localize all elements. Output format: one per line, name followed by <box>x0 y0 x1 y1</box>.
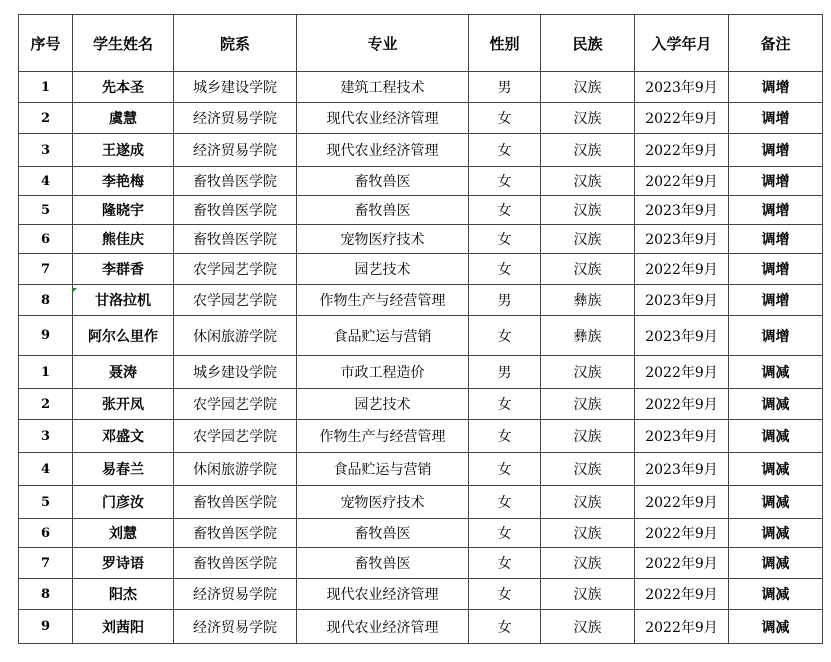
header-cell-ethnicity: 民族 <box>541 15 635 72</box>
row-no-cell: 1 <box>19 356 73 389</box>
note-cell: 调减 <box>729 519 823 548</box>
student-name-cell: 阳杰 <box>73 579 174 610</box>
department-cell: 畜牧兽医学院 <box>174 167 297 196</box>
ethnicity-cell: 汉族 <box>541 453 635 486</box>
gender-cell: 女 <box>469 134 541 167</box>
department-cell: 经济贸易学院 <box>174 610 297 644</box>
student-name-cell: 阿尔么里作 <box>73 316 174 356</box>
major-cell: 畜牧兽医 <box>297 167 469 196</box>
major-cell: 作物生产与经营管理 <box>297 420 469 453</box>
table-row <box>19 285 823 316</box>
header-row <box>19 15 823 72</box>
row-no-cell: 4 <box>19 167 73 196</box>
student-name-cell: 王遂成 <box>73 134 174 167</box>
major-cell: 宠物医疗技术 <box>297 486 469 519</box>
table-row <box>19 453 823 486</box>
table-row <box>19 196 823 225</box>
note-cell: 调增 <box>729 72 823 103</box>
enroll-date-cell: 2022年9月 <box>635 103 729 134</box>
note-cell: 调增 <box>729 167 823 196</box>
note-cell: 调增 <box>729 316 823 356</box>
major-cell: 食品贮运与营销 <box>297 316 469 356</box>
note-cell: 调增 <box>729 103 823 134</box>
major-cell: 畜牧兽医 <box>297 519 469 548</box>
department-cell: 农学园艺学院 <box>174 285 297 316</box>
row-no-cell: 4 <box>19 453 73 486</box>
student-name-cell: 虞慧 <box>73 103 174 134</box>
department-cell: 畜牧兽医学院 <box>174 225 297 254</box>
gender-cell: 女 <box>469 103 541 134</box>
table-row <box>19 420 823 453</box>
gender-cell: 女 <box>469 579 541 610</box>
student-name-cell: 聂涛 <box>73 356 174 389</box>
note-cell: 调增 <box>729 285 823 316</box>
major-cell: 畜牧兽医 <box>297 196 469 225</box>
enroll-date-cell: 2022年9月 <box>635 389 729 420</box>
row-no-cell: 5 <box>19 196 73 225</box>
table-row <box>19 486 823 519</box>
ethnicity-cell: 汉族 <box>541 167 635 196</box>
note-cell: 调减 <box>729 389 823 420</box>
enroll-date-cell: 2023年9月 <box>635 225 729 254</box>
major-cell: 园艺技术 <box>297 389 469 420</box>
student-name-cell: 李艳梅 <box>73 167 174 196</box>
enroll-date-cell: 2022年9月 <box>635 486 729 519</box>
gender-cell: 女 <box>469 196 541 225</box>
gender-cell: 男 <box>469 285 541 316</box>
enroll-date-cell: 2022年9月 <box>635 579 729 610</box>
ethnicity-cell: 彝族 <box>541 316 635 356</box>
ethnicity-cell: 汉族 <box>541 356 635 389</box>
enroll-date-cell: 2022年9月 <box>635 254 729 285</box>
ethnicity-cell: 汉族 <box>541 519 635 548</box>
note-cell: 调增 <box>729 196 823 225</box>
note-cell: 调减 <box>729 453 823 486</box>
student-name-cell: 罗诗语 <box>73 548 174 579</box>
department-cell: 农学园艺学院 <box>174 420 297 453</box>
ethnicity-cell: 汉族 <box>541 196 635 225</box>
table-row <box>19 167 823 196</box>
note-cell: 调增 <box>729 225 823 254</box>
gender-cell: 女 <box>469 486 541 519</box>
enroll-date-cell: 2022年9月 <box>635 134 729 167</box>
gender-cell: 男 <box>469 356 541 389</box>
department-cell: 休闲旅游学院 <box>174 316 297 356</box>
cell-comment-marker <box>72 288 77 293</box>
header-cell-gender: 性别 <box>469 15 541 72</box>
row-no-cell: 9 <box>19 610 73 644</box>
department-cell: 畜牧兽医学院 <box>174 548 297 579</box>
ethnicity-cell: 汉族 <box>541 134 635 167</box>
gender-cell: 女 <box>469 453 541 486</box>
header-cell-no: 序号 <box>19 15 73 72</box>
ethnicity-cell: 汉族 <box>541 254 635 285</box>
gender-cell: 女 <box>469 225 541 254</box>
note-cell: 调减 <box>729 579 823 610</box>
row-no-cell: 7 <box>19 548 73 579</box>
header-cell-note: 备注 <box>729 15 823 72</box>
student-name-cell: 张开凤 <box>73 389 174 420</box>
major-cell: 现代农业经济管理 <box>297 134 469 167</box>
row-no-cell: 8 <box>19 579 73 610</box>
major-cell: 现代农业经济管理 <box>297 103 469 134</box>
enroll-date-cell: 2022年9月 <box>635 167 729 196</box>
student-name-cell: 邓盛文 <box>73 420 174 453</box>
enroll-date-cell: 2022年9月 <box>635 548 729 579</box>
ethnicity-cell: 汉族 <box>541 548 635 579</box>
major-cell: 食品贮运与营销 <box>297 453 469 486</box>
department-cell: 休闲旅游学院 <box>174 453 297 486</box>
major-cell: 现代农业经济管理 <box>297 610 469 644</box>
table-row <box>19 389 823 420</box>
row-no-cell: 9 <box>19 316 73 356</box>
note-cell: 调增 <box>729 254 823 285</box>
department-cell: 农学园艺学院 <box>174 389 297 420</box>
ethnicity-cell: 汉族 <box>541 579 635 610</box>
row-no-cell: 3 <box>19 134 73 167</box>
enroll-date-cell: 2022年9月 <box>635 356 729 389</box>
table-row <box>19 356 823 389</box>
note-cell: 调减 <box>729 420 823 453</box>
table-row <box>19 254 823 285</box>
enroll-date-cell: 2023年9月 <box>635 453 729 486</box>
table-row <box>19 225 823 254</box>
enroll-date-cell: 2023年9月 <box>635 285 729 316</box>
note-cell: 调增 <box>729 134 823 167</box>
row-no-cell: 1 <box>19 72 73 103</box>
ethnicity-cell: 汉族 <box>541 103 635 134</box>
ethnicity-cell: 彝族 <box>541 285 635 316</box>
gender-cell: 女 <box>469 389 541 420</box>
enroll-date-cell: 2023年9月 <box>635 316 729 356</box>
gender-cell: 男 <box>469 72 541 103</box>
gender-cell: 女 <box>469 519 541 548</box>
row-no-cell: 6 <box>19 225 73 254</box>
major-cell: 宠物医疗技术 <box>297 225 469 254</box>
table-row <box>19 134 823 167</box>
department-cell: 城乡建设学院 <box>174 356 297 389</box>
department-cell: 经济贸易学院 <box>174 103 297 134</box>
table-row <box>19 103 823 134</box>
table-row <box>19 548 823 579</box>
ethnicity-cell: 汉族 <box>541 389 635 420</box>
student-name-cell: 刘慧 <box>73 519 174 548</box>
ethnicity-cell: 汉族 <box>541 610 635 644</box>
note-cell: 调减 <box>729 548 823 579</box>
table-row <box>19 316 823 356</box>
major-cell: 现代农业经济管理 <box>297 579 469 610</box>
row-no-cell: 2 <box>19 389 73 420</box>
enroll-date-cell: 2023年9月 <box>635 72 729 103</box>
student-name-cell: 刘茜阳 <box>73 610 174 644</box>
header-cell-name: 学生姓名 <box>73 15 174 72</box>
student-name-cell: 甘洛拉机 <box>73 285 174 316</box>
department-cell: 畜牧兽医学院 <box>174 486 297 519</box>
student-name-cell: 熊佳庆 <box>73 225 174 254</box>
table-row <box>19 610 823 644</box>
note-cell: 调减 <box>729 486 823 519</box>
enroll-date-cell: 2023年9月 <box>635 420 729 453</box>
row-no-cell: 3 <box>19 420 73 453</box>
department-cell: 经济贸易学院 <box>174 579 297 610</box>
ethnicity-cell: 汉族 <box>541 72 635 103</box>
enroll-date-cell: 2023年9月 <box>635 196 729 225</box>
major-cell: 作物生产与经营管理 <box>297 285 469 316</box>
student-name-cell: 李群香 <box>73 254 174 285</box>
enroll-date-cell: 2022年9月 <box>635 519 729 548</box>
major-cell: 园艺技术 <box>297 254 469 285</box>
major-cell: 市政工程造价 <box>297 356 469 389</box>
note-cell: 调减 <box>729 356 823 389</box>
student-table <box>18 14 823 644</box>
department-cell: 畜牧兽医学院 <box>174 196 297 225</box>
department-cell: 经济贸易学院 <box>174 134 297 167</box>
ethnicity-cell: 汉族 <box>541 420 635 453</box>
ethnicity-cell: 汉族 <box>541 486 635 519</box>
row-no-cell: 6 <box>19 519 73 548</box>
ethnicity-cell: 汉族 <box>541 225 635 254</box>
row-no-cell: 5 <box>19 486 73 519</box>
header-cell-enroll: 入学年月 <box>635 15 729 72</box>
gender-cell: 女 <box>469 167 541 196</box>
row-no-cell: 7 <box>19 254 73 285</box>
gender-cell: 女 <box>469 548 541 579</box>
table-row <box>19 579 823 610</box>
department-cell: 城乡建设学院 <box>174 72 297 103</box>
student-name-cell: 先本圣 <box>73 72 174 103</box>
gender-cell: 女 <box>469 316 541 356</box>
gender-cell: 女 <box>469 420 541 453</box>
note-cell: 调减 <box>729 610 823 644</box>
student-name-cell: 门彦汝 <box>73 486 174 519</box>
table-row <box>19 519 823 548</box>
table-row <box>19 72 823 103</box>
student-name-cell: 隆晓宇 <box>73 196 174 225</box>
row-no-cell: 8 <box>19 285 73 316</box>
major-cell: 建筑工程技术 <box>297 72 469 103</box>
gender-cell: 女 <box>469 254 541 285</box>
header-cell-dept: 院系 <box>174 15 297 72</box>
header-cell-major: 专业 <box>297 15 469 72</box>
row-no-cell: 2 <box>19 103 73 134</box>
student-name-cell: 易春兰 <box>73 453 174 486</box>
enroll-date-cell: 2022年9月 <box>635 610 729 644</box>
department-cell: 农学园艺学院 <box>174 254 297 285</box>
gender-cell: 女 <box>469 610 541 644</box>
department-cell: 畜牧兽医学院 <box>174 519 297 548</box>
major-cell: 畜牧兽医 <box>297 548 469 579</box>
